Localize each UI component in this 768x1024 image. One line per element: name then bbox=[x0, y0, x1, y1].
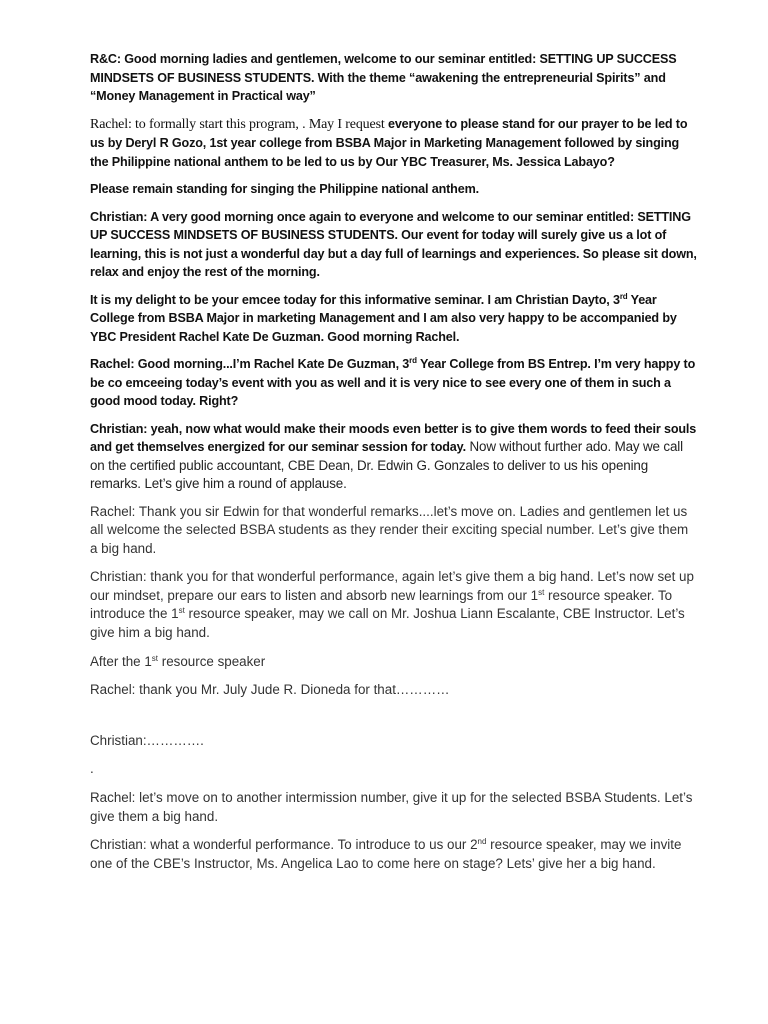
paragraph-prayer-text: everyone to please stand for our prayer to be led to us by Deryl R Gozo, 1st year college from BSBA Major in Marketing Management followed by singing the Philippine national anthem to be led to us by Our YBC Treasurer, Ms. Jessica Labayo? bbox=[90, 116, 688, 169]
superscript: nd bbox=[477, 837, 487, 847]
blank-line bbox=[90, 710, 698, 732]
superscript: st bbox=[178, 606, 185, 616]
superscript: rd bbox=[409, 356, 417, 365]
paragraph-christian-welcome: Christian: A very good morning once again to everyone and welcome to our seminar entitled: SETTING UP SUCCESS MINDSETS OF BUSINESS STUDENTS. Our event for today will surely give us a lot of learning, this is not just a wonderful day but a day full of learnings and experiences. So please sit down, relax and enjoy the rest of the morning. bbox=[90, 209, 697, 279]
superscript: st bbox=[151, 653, 159, 663]
paragraph-rachel-intermission: Rachel: let’s move on to another intermission number, give it up for the selected BSBA Students. Let’s give them a big hand. bbox=[90, 790, 693, 824]
text-segment: Year College from BSBA Major in marketing Management and I am also very happy to be accompanied by YBC President Rachel Kate De Guzman. Good morning Rachel. bbox=[90, 292, 677, 344]
text-segment: It is my delight to be your emcee today for this informative seminar. I am Christian Dayto, 3 bbox=[90, 292, 620, 307]
paragraph-christian-second-speaker bbox=[90, 836, 698, 873]
paragraph-christian-intro bbox=[90, 291, 698, 347]
text-segment: Christian: what a wonderful performance. To introduce to us our 2 bbox=[90, 837, 478, 853]
paragraph-anthem: Please remain standing for singing the Philippine national anthem. bbox=[90, 182, 479, 196]
paragraph-christian-first-speaker bbox=[90, 568, 698, 642]
paragraph-prayer-lead: Rachel: to formally start this program, . May I request bbox=[90, 116, 385, 132]
superscript: rd bbox=[619, 291, 628, 301]
text-segment: resource speaker, may we call on Mr. Joshua Liann Escalante, CBE Instructor. Let’s give him a big hand. bbox=[90, 606, 685, 641]
paragraph-rachel-special-number: Rachel: Thank you sir Edwin for that wonderful remarks....let’s move on. Ladies and gentlemen let us all welcome the selected BSBA students as they render their exciting special number. Let’s give them a big hand. bbox=[90, 503, 689, 556]
paragraph-after-first-speaker bbox=[90, 653, 698, 672]
paragraph-opening: R&C: Good morning ladies and gentlemen, welcome to our seminar entitled: SETTING UP SUCCESS MINDSETS OF BUSINESS STUDENTS. With the theme “awakening the entrepreneurial Spirits” and “Money Management in Practical way” bbox=[90, 52, 677, 103]
paragraph-dot: . bbox=[90, 761, 94, 777]
paragraph-rachel-intro bbox=[90, 355, 698, 411]
paragraph-christian-dean bbox=[90, 420, 698, 494]
text-segment: resource speaker, may we invite one of the CBE’s Instructor, Ms. Angelica Lao to come here on stage? Lets’ give her a big hand. bbox=[90, 837, 682, 871]
text-segment: resource speaker. To introduce the 1 bbox=[90, 587, 673, 622]
text-segment: Rachel: Good morning...I’m Rachel Kate De Guzman, 3 bbox=[90, 357, 410, 371]
paragraph-rachel-thanks: Rachel: thank you Mr. July Jude R. Dioneda for that………… bbox=[90, 682, 450, 698]
paragraph-christian-ellipsis: Christian:…………. bbox=[90, 732, 204, 748]
paragraph-prayer-request bbox=[90, 115, 698, 172]
text-segment: resource speaker bbox=[158, 653, 266, 669]
text-segment: Year College from BS Entrep. I’m very happy to be co emceeing today’s event with you as well and it is very nice to see every one of them in such a good mood today. Right? bbox=[90, 357, 696, 408]
text-segment: Now without further ado. May we call on the certified public accountant, CBE Dean, Dr. Edwin G. Gonzales to deliver to us his opening remarks. Let’s give him a round of applause. bbox=[90, 439, 683, 491]
superscript: st bbox=[538, 587, 545, 597]
text-segment: After the 1 bbox=[90, 653, 152, 669]
text-segment: Christian: thank you for that wonderful performance, again let’s give them a big hand. Let’s now set up our mindset, prepare our ears to listen and absorb new learnings from our 1 bbox=[90, 569, 694, 603]
text-segment: Christian: yeah, now what would make their moods even better is to give them words to feed their souls and get themselves energized for our seminar session for today. bbox=[90, 421, 697, 454]
